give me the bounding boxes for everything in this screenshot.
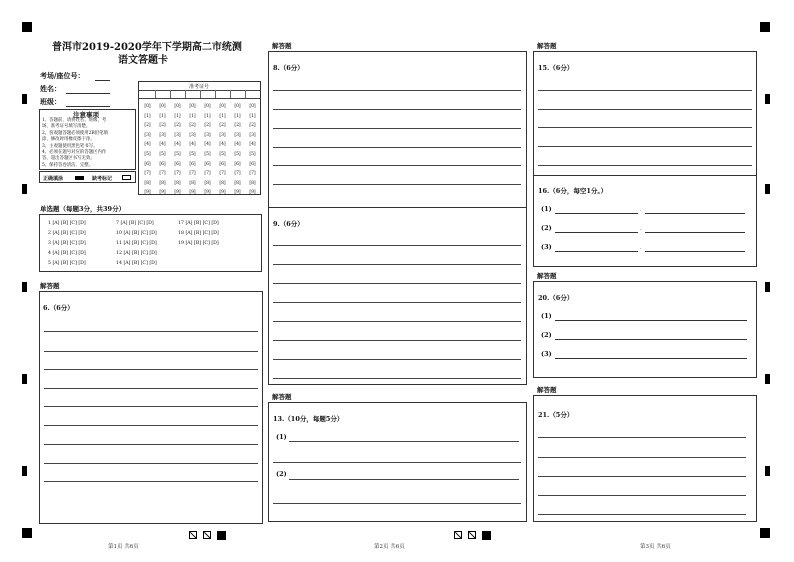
digit-bubble[interactable]: [4] [189,142,196,148]
digit-bubble[interactable]: [3] [174,132,181,138]
digit-bubble[interactable]: [4] [219,142,226,148]
notice-title: 注意事项 [73,111,99,119]
q20-label: 20.（6分） [538,294,574,302]
page2-footer: 第2页 共6页 [374,544,405,550]
writing-line[interactable] [273,165,521,166]
writing-line[interactable] [44,425,258,426]
q13-label: 13.（10分，每题5分） [273,415,344,423]
writing-line[interactable] [273,462,521,463]
digit-bubble[interactable]: [7] [144,171,151,177]
digit-bubble[interactable]: [8] [219,180,226,186]
writing-line[interactable] [44,444,258,445]
writing-line[interactable] [273,245,521,246]
corner-mark-tl [22,22,32,32]
page-title: 普洱市2019-2020学年下学期高二市统测 [52,42,242,53]
digit-bubble[interactable]: [6] [174,161,181,167]
digit-bubble[interactable]: [3] [249,132,256,138]
exam-number-column[interactable] [216,102,229,198]
writing-line[interactable] [289,441,519,442]
writing-line[interactable] [273,109,521,110]
mc-question-row[interactable]: 18 [A] [B] [C] [D] [178,231,219,236]
exam-room-label: 考场/座位号： [40,71,85,80]
q13-answer-box[interactable] [268,402,527,522]
side-mark [22,94,27,104]
digit-bubble[interactable]: [8] [174,180,181,186]
digit-bubble[interactable]: [5] [204,151,211,157]
mc-question-row[interactable]: 2 [A] [B] [C] [D] [48,231,86,236]
writing-line[interactable] [273,302,521,303]
side-mark [765,466,770,476]
digit-bubble[interactable]: [0] [234,104,241,109]
digit-bubble[interactable]: [7] [204,171,211,177]
mc-question-row[interactable]: 11 [A] [B] [C] [D] [116,241,157,246]
writing-line[interactable] [273,503,521,504]
digit-bubble[interactable]: [6] [144,161,151,167]
digit-bubble[interactable]: [2] [219,123,226,129]
digit-bubble[interactable]: [1] [189,113,196,119]
notice-line: 2、客观题答题必须使用2B铅笔填 [42,130,108,136]
writing-line[interactable] [44,388,258,389]
digit-bubble[interactable]: [0] [144,104,151,109]
writing-line[interactable] [273,321,521,322]
q20-3-label: (3) [541,350,552,358]
writing-line[interactable] [273,283,521,284]
writing-line[interactable] [273,128,521,129]
digit-bubble[interactable]: [7] [234,171,241,177]
writing-line[interactable] [44,351,258,352]
writing-line[interactable] [44,406,258,407]
digit-bubble[interactable]: [2] [234,123,241,129]
page1-footer: 第1页 共6页 [108,544,139,550]
digit-bubble[interactable]: [4] [174,142,181,148]
digit-bubble[interactable]: [9] [159,190,166,196]
q8-label: 8.（6分） [273,64,304,72]
digit-bubble[interactable]: [4] [249,142,256,148]
digit-bubble[interactable]: [4] [159,142,166,148]
writing-line[interactable] [538,457,746,458]
digit-bubble[interactable]: [2] [204,123,211,129]
exam-number-column[interactable] [141,102,154,198]
digit-bubble[interactable]: [5] [144,151,151,157]
page-check-mark [203,531,211,539]
side-mark [765,94,770,104]
notice-line: 1、答题前，请将姓名、班级、考 [42,118,107,123]
notice-line: 3、主观题使用黑色笔书写。 [42,143,98,149]
digit-bubble[interactable]: [6] [219,161,226,167]
digit-bubble[interactable]: [6] [234,161,241,167]
writing-line[interactable] [538,165,752,166]
page-check-mark [454,531,462,539]
exam-number-column[interactable] [231,102,244,198]
writing-line[interactable] [538,127,752,128]
notice-line: 4、必须在题号对应的答题区内作 [42,150,107,156]
writing-line[interactable] [44,463,258,464]
q21-label: 21.（5分） [538,411,574,419]
writing-line[interactable] [538,514,746,515]
mc-question-row[interactable]: 12 [A] [B] [C] [D] [116,251,157,256]
digit-bubble[interactable]: [7] [174,171,181,177]
digit-bubble[interactable]: [7] [249,171,256,177]
digit-bubble[interactable]: [2] [189,123,196,129]
writing-line[interactable] [273,184,521,185]
page-square-mark [217,531,226,540]
mc-question-row[interactable]: 5 [A] [B] [C] [D] [48,261,86,266]
digit-bubble[interactable]: [5] [249,151,256,157]
digit-bubble[interactable]: [5] [159,151,166,157]
writing-line[interactable] [538,476,746,477]
digit-bubble[interactable]: [7] [219,171,226,177]
mc-question-row[interactable]: 3 [A] [B] [C] [D] [48,241,86,246]
side-mark [22,282,27,292]
writing-line[interactable] [273,359,521,360]
q20-1-label: (1) [541,312,552,320]
answer-section-label: 解答题 [272,393,292,401]
writing-line[interactable] [273,378,521,379]
mc-question-row[interactable]: 19 [A] [B] [C] [D] [178,241,219,246]
digit-bubble[interactable]: [4] [144,142,151,148]
notice-line: 答，超出答题区书写无效。 [42,156,95,162]
digit-bubble[interactable]: [7] [189,171,196,177]
digit-bubble[interactable]: [8] [159,180,166,186]
exam-number-grid [138,81,261,195]
side-mark [765,374,770,384]
digit-bubble[interactable]: [3] [219,132,226,138]
digit-bubble[interactable]: [6] [204,161,211,167]
writing-line[interactable] [44,369,258,370]
q9-label: 9.（6分） [273,220,304,228]
page-check-mark [189,531,197,539]
missing-mark-label: 缺考标记 [92,176,113,182]
mc-question-row[interactable]: 17 [A] [B] [C] [D] [178,221,219,226]
digit-bubble[interactable]: [1] [234,113,241,119]
digit-bubble[interactable]: [0] [174,104,181,109]
exam-number-column[interactable] [186,102,199,198]
writing-line[interactable] [273,147,521,148]
exam-number-column[interactable] [171,102,184,198]
writing-line[interactable] [289,479,519,480]
writing-line[interactable] [273,340,521,341]
exam-number-column[interactable] [201,102,214,198]
q20-2-label: (2) [541,331,552,339]
mc-question-row[interactable]: 4 [A] [B] [C] [D] [48,251,86,256]
writing-line[interactable] [273,90,521,91]
q6-label: 6.（6分） [43,304,74,312]
q15-answer-box[interactable] [533,51,757,176]
name-field[interactable] [66,93,110,94]
digit-bubble[interactable]: [0] [189,104,196,109]
q6-answer-box[interactable] [39,291,263,524]
q9-answer-box[interactable] [268,207,527,385]
mc-question-row[interactable]: 7 [A] [B] [C] [D] [116,221,154,226]
class-label: 班级： [40,97,61,106]
exam-number-column[interactable] [246,102,259,198]
digit-bubble[interactable]: [6] [159,161,166,167]
answer-section-label: 解答题 [40,282,60,290]
mc-question-row[interactable]: 10 [A] [B] [C] [D] [116,231,157,236]
notice-line: 5、保持答卷清洁、完整。 [42,162,94,168]
mc-question-row[interactable]: 14 [A] [B] [C] [D] [116,261,157,266]
digit-bubble[interactable]: [5] [234,151,241,157]
answer-section-label: 解答题 [537,42,557,50]
q16-answer-box[interactable] [533,175,757,267]
digit-bubble[interactable]: [6] [189,161,196,167]
notice-box [39,109,136,170]
digit-bubble[interactable]: [3] [234,132,241,138]
writing-line[interactable] [538,146,752,147]
digit-bubble[interactable]: [5] [219,151,226,157]
writing-line[interactable] [538,437,746,438]
q16-separator: . [640,207,642,213]
notice-line: 涂，修改时用橡皮擦干净。 [42,137,95,143]
fill-correct-label: 正确填涂 [43,176,64,182]
digit-bubble[interactable]: [0] [249,104,256,109]
answer-section-label: 解答题 [272,42,292,50]
notice-line: 场、准考证号填写清楚。 [42,124,91,130]
digit-bubble[interactable]: [4] [234,142,241,148]
notice-lines [42,118,134,169]
side-mark [765,184,770,194]
digit-bubble[interactable]: [8] [204,180,211,186]
digit-bubble[interactable]: [1] [159,113,166,119]
digit-bubble[interactable]: [1] [144,113,151,119]
writing-line[interactable] [273,264,521,265]
page3-footer: 第3页 共6页 [640,544,671,550]
page-check-mark [468,531,476,539]
side-mark [22,374,27,384]
writing-line[interactable] [538,109,752,110]
class-field[interactable] [66,106,110,107]
page-square-mark [482,531,491,540]
digit-bubble[interactable]: [3] [204,132,211,138]
q16-label: 16.（6分，每空1分。） [538,187,608,195]
corner-mark-bl [22,528,32,538]
digit-bubble[interactable]: [0] [219,104,226,109]
mc-section-title: 单选题（每题3分，共39分） [40,205,126,213]
digit-bubble[interactable]: [0] [204,104,211,109]
digit-bubble[interactable]: [8] [144,180,151,186]
digit-bubble[interactable]: [2] [159,123,166,129]
digit-bubble[interactable]: [2] [174,123,181,129]
answer-section-label: 解答题 [537,272,557,280]
digit-bubble[interactable]: [1] [204,113,211,119]
digit-bubble[interactable]: [7] [159,171,166,177]
q16-separator: . [640,245,642,251]
writing-line[interactable] [44,331,258,332]
corner-mark-br [760,528,770,538]
digit-bubble[interactable]: [9] [144,190,151,196]
q8-answer-box[interactable] [268,51,527,208]
digit-bubble[interactable]: [3] [144,132,151,138]
q21-answer-box[interactable] [533,395,757,522]
exam-number-column[interactable] [156,102,169,198]
exam-room-field[interactable] [95,80,110,81]
fill-legend-box [39,171,136,183]
name-label: 姓名： [40,84,61,93]
digit-bubble[interactable]: [1] [249,113,256,119]
digit-bubble[interactable]: [5] [174,151,181,157]
digit-bubble[interactable]: [9] [174,190,181,196]
mc-question-row[interactable]: 1 [A] [B] [C] [D] [48,221,86,226]
corner-mark-tr [760,22,770,32]
side-mark [765,282,770,292]
page-subtitle: 语文答题卡 [118,55,168,66]
side-mark [22,184,27,194]
digit-bubble[interactable]: [5] [189,151,196,157]
digit-bubble[interactable]: [8] [189,180,196,186]
digit-bubble[interactable]: [9] [204,190,211,196]
digit-bubble[interactable]: [8] [234,180,241,186]
writing-line[interactable] [44,481,258,482]
q16-1-label: (1) [541,205,552,213]
q20-answer-box[interactable] [533,281,757,378]
q15-label: 15.（6分） [538,64,574,72]
writing-line[interactable] [538,495,746,496]
q13-2-label: (2) [276,470,287,478]
digit-bubble[interactable]: [9] [189,190,196,196]
digit-bubble[interactable]: [4] [204,142,211,148]
side-mark [22,466,27,476]
digit-bubble[interactable]: [2] [144,123,151,129]
digit-bubble[interactable]: [1] [174,113,181,119]
digit-bubble[interactable]: [9] [219,190,226,196]
digit-bubble[interactable]: [8] [249,180,256,186]
q16-separator: . [640,226,642,232]
digit-bubble[interactable]: [2] [249,123,256,129]
q13-1-label: (1) [276,433,287,441]
answer-section-label: 解答题 [537,386,557,394]
exam-number-label: 准考证号 [189,84,210,90]
q16-2-label: (2) [541,224,552,232]
digit-bubble[interactable]: [9] [234,190,241,196]
fill-correct-sample [75,176,84,180]
mc-answer-box [39,214,262,272]
digit-bubble[interactable]: [3] [159,132,166,138]
writing-line[interactable] [538,90,752,91]
digit-bubble[interactable]: [9] [249,190,256,196]
digit-bubble[interactable]: [6] [249,161,256,167]
missing-mark-checkbox[interactable] [122,175,131,180]
digit-bubble[interactable]: [3] [189,132,196,138]
q16-3-label: (3) [541,243,552,251]
digit-bubble[interactable]: [1] [219,113,226,119]
digit-bubble[interactable]: [0] [159,104,166,109]
